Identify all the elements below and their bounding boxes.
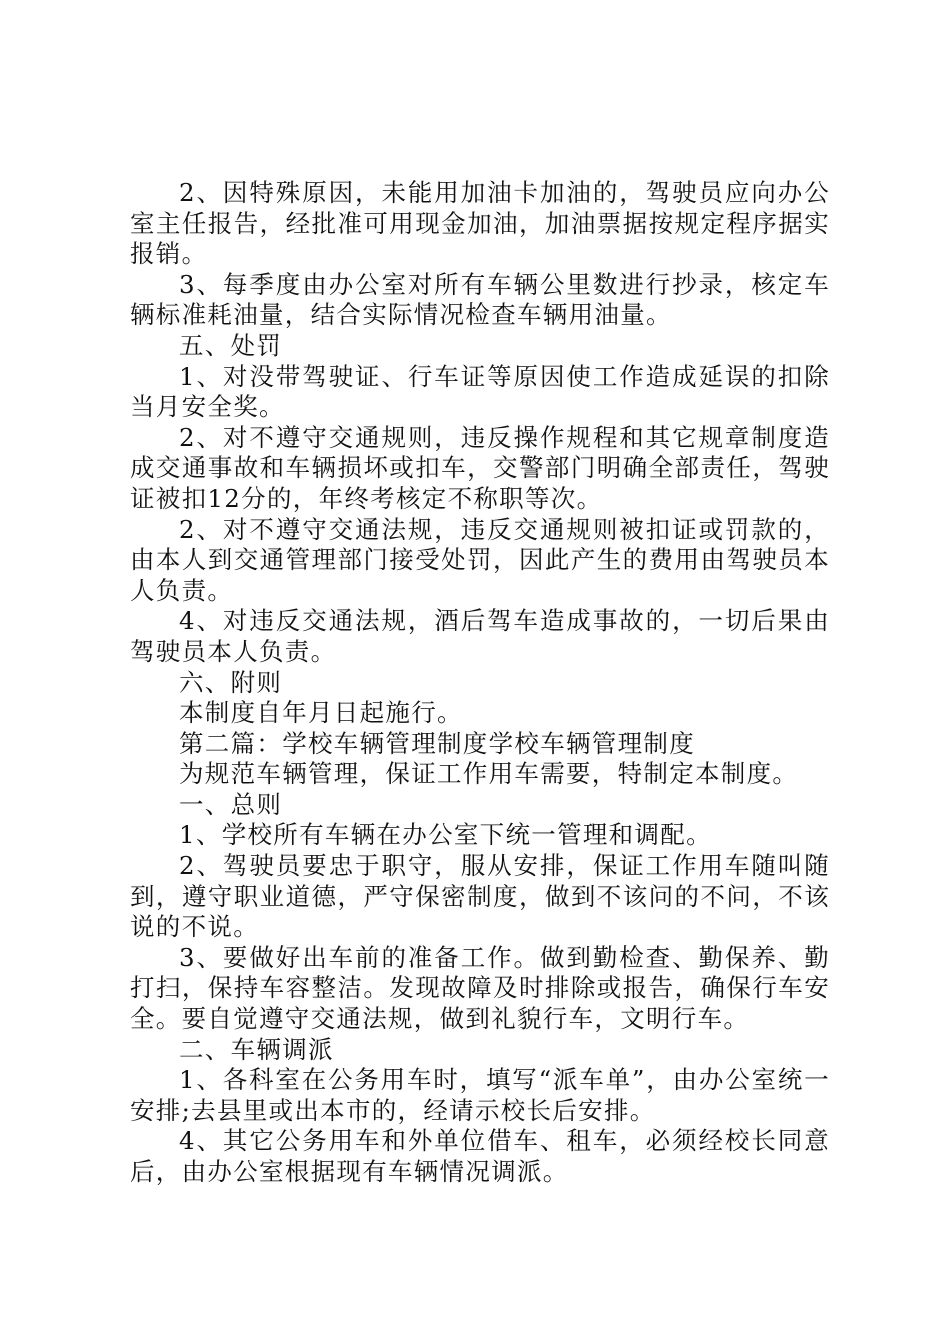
paragraph: 3、每季度由办公室对所有车辆公里数进行抄录，核定车辆标准耗油量，结合实际情况检查车辆用油量。	[130, 269, 830, 330]
section-heading: 五、处罚	[179, 330, 283, 360]
paragraph: 2、对不遵守交通法规，违反交通规则被扣证或罚款的，由本人到交通管理部门接受处罚，因此产生的费用由驾驶员本人负责。	[130, 514, 830, 605]
paragraph: 3、要做好出车前的准备工作。做到勤检查、勤保养、勤打扫，保持车容整洁。发现故障及时排除或报告，确保行车安全。要自觉遵守交通法规，做到礼貌行车，文明行车。	[130, 942, 830, 1034]
paragraph: 4、其它公务用车和外单位借车、租车，必须经校长同意后，由办公室根据现有车辆情况调派。	[130, 1126, 830, 1186]
paragraph: 1、学校所有车辆在办公室下统一管理和调配。	[179, 820, 712, 850]
section-heading: 一、总则	[179, 789, 283, 819]
paragraph: 1、对没带驾驶证、行车证等原因使工作造成延误的扣除当月安全奖。	[130, 361, 830, 422]
paragraph: 为规范车辆管理，保证工作用车需要，特制定本制度。	[179, 759, 799, 789]
paragraph: 4、对违反交通法规，酒后驾车造成事故的，一切后果由驾驶员本人负责。	[130, 606, 830, 666]
paragraph: 2、驾驶员要忠于职守，服从安排，保证工作用车随叫随到，遵守职业道德，严守保密制度，做到不该问的不问，不该说的不说。	[130, 851, 830, 942]
paragraph: 2、对不遵守交通规则，违反操作规程和其它规章制度造成交通事故和车辆损坏或扣车，交警部门明确全部责任，驾驶证被扣12分的，年终考核定不称职等次。	[130, 422, 830, 513]
paragraph: 1、各科室在公务用车时，填写“派车单”，由办公室统一安排;去县里或出本市的，经请示校长后安排。	[130, 1065, 830, 1125]
chapter-title: 第二篇：学校车辆管理制度学校车辆管理制度	[179, 728, 695, 758]
section-heading: 二、车辆调派	[179, 1034, 334, 1064]
document-body	[130, 178, 830, 1188]
section-heading: 六、附则	[179, 667, 283, 697]
paragraph: 本制度自年月日起施行。	[179, 698, 463, 728]
paragraph: 2、因特殊原因，未能用加油卡加油的，驾驶员应向办公室主任报告，经批准可用现金加油，加油票据按规定程序据实报销。	[130, 178, 830, 269]
